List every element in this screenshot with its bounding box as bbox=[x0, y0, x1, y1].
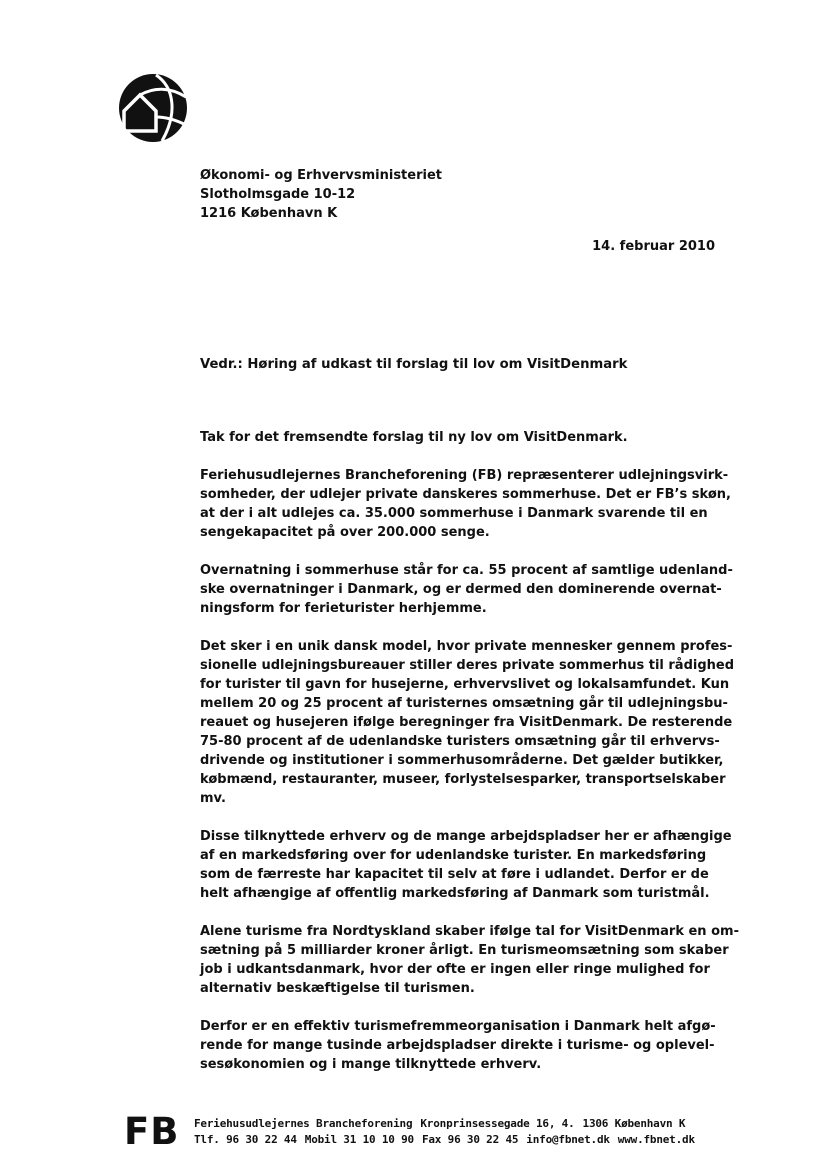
recipient-name: Økonomi- og Erhvervsministeriet bbox=[200, 168, 442, 183]
body-line: drivende og institutioner i sommerhusområderne. Det gælder butikker, bbox=[200, 753, 724, 768]
body-line: reauet og husejeren ifølge beregninger fra VisitDenmark. De resterende bbox=[200, 715, 733, 730]
footer-web[interactable]: www.fbnet.dk bbox=[617, 1133, 695, 1146]
body-line: Alene turisme fra Nordtyskland skaber ifølge tal for VisitDenmark en om- bbox=[200, 924, 739, 939]
footer-email[interactable]: info@fbnet.dk bbox=[526, 1133, 610, 1146]
letter-subject: Vedr.: Høring af udkast til forslag til lov om VisitDenmark bbox=[200, 357, 628, 372]
body-line: Tak for det fremsendte forslag til ny lov om VisitDenmark. bbox=[200, 430, 628, 445]
footer-logo-mark: FB bbox=[124, 1110, 180, 1153]
body-line: at der i alt udlejes ca. 35.000 sommerhuse i Danmark svarende til en bbox=[200, 506, 708, 521]
recipient-city: 1216 København K bbox=[200, 206, 338, 221]
body-line: rende for mange tusinde arbejdspladser direkte i turisme- og oplevel- bbox=[200, 1038, 715, 1053]
body-paragraph bbox=[200, 637, 735, 808]
body-line: mv. bbox=[200, 791, 226, 806]
body-line: helt afhængige af offentlig markedsføring af Danmark som turistmål. bbox=[200, 886, 710, 901]
body-line: Derfor er en effektiv turismefremmeorganisation i Danmark helt afgø- bbox=[200, 1019, 716, 1034]
body-paragraph bbox=[200, 466, 731, 542]
body-line: købmænd, restauranter, museer, forlystelsesparker, transportselskaber bbox=[200, 772, 726, 787]
body-line: sionelle udlejningsbureauer stiller deres private sommerhus til rådighed bbox=[200, 658, 735, 673]
letter-date: 14. februar 2010 bbox=[592, 239, 715, 254]
body-line: Det sker i en unik dansk model, hvor private mennesker gennem profes- bbox=[200, 639, 733, 654]
body-line: for turister til gavn for husejerne, erhvervslivet og lokalsamfundet. Kun bbox=[200, 677, 730, 692]
body-paragraph bbox=[200, 1017, 720, 1074]
footer-line-2 bbox=[194, 1132, 695, 1148]
recipient-street: Slotholmsgade 10-12 bbox=[200, 187, 356, 202]
body-line: ske overnatninger i Danmark, og er dermed den dominerende overnat- bbox=[200, 582, 722, 597]
body-line: Feriehusudlejernes Brancheforening (FB) repræsenterer udlejningsvirk- bbox=[200, 468, 729, 483]
body-paragraph bbox=[200, 827, 732, 903]
body-line: 75-80 procent af de udenlandske turisters omsætning går til erhvervs- bbox=[200, 734, 720, 749]
body-line: mellem 20 og 25 procent af turisternes omsætning går til udlejningsbu- bbox=[200, 696, 728, 711]
body-line: sætning på 5 milliarder kroner årligt. En turismeomsætning som skaber bbox=[200, 943, 729, 958]
body-line: somheder, der udlejer private danskeres sommerhuse. Det er FB’s skøn, bbox=[200, 487, 731, 502]
body-line: Disse tilknyttede erhverv og de mange arbejdspladser her er afhængige bbox=[200, 829, 732, 844]
footer-mobile: Mobil 31 10 10 90 bbox=[304, 1133, 414, 1146]
recipient-address bbox=[200, 166, 442, 223]
house-globe-logo-icon bbox=[118, 73, 188, 143]
footer-phone: Tlf. 96 30 22 44 bbox=[194, 1133, 297, 1146]
footer-fax: Fax 96 30 22 45 bbox=[421, 1133, 519, 1146]
footer-contact bbox=[194, 1116, 695, 1148]
body-line: af en markedsføring over for udenlandske turister. En markedsføring bbox=[200, 848, 707, 863]
footer-org: Feriehusudlejernes Brancheforening bbox=[194, 1117, 413, 1130]
body-line: job i udkantsdanmark, hvor der ofte er ingen eller ringe mulighed for bbox=[200, 962, 710, 977]
body-line: sesøkonomien og i mange tilknyttede erhverv. bbox=[200, 1057, 542, 1072]
body-line: Overnatning i sommerhuse står for ca. 55 procent af samtlige udenland- bbox=[200, 563, 733, 578]
footer-line-1 bbox=[194, 1116, 695, 1132]
body-paragraph bbox=[200, 428, 720, 447]
body-paragraph bbox=[200, 922, 739, 998]
body-line: som de færreste har kapacitet til selv at føre i udlandet. Derfor er de bbox=[200, 867, 709, 882]
footer-postal: 1306 København K bbox=[582, 1117, 686, 1130]
letter-body bbox=[200, 428, 739, 1093]
body-line: sengekapacitet på over 200.000 senge. bbox=[200, 525, 490, 540]
body-line: ningsform for ferieturister herhjemme. bbox=[200, 601, 487, 616]
body-paragraph bbox=[200, 561, 733, 618]
footer-address: Kronprinsessegade 16, 4. bbox=[420, 1117, 575, 1130]
body-line: alternativ beskæftigelse til turismen. bbox=[200, 981, 475, 996]
